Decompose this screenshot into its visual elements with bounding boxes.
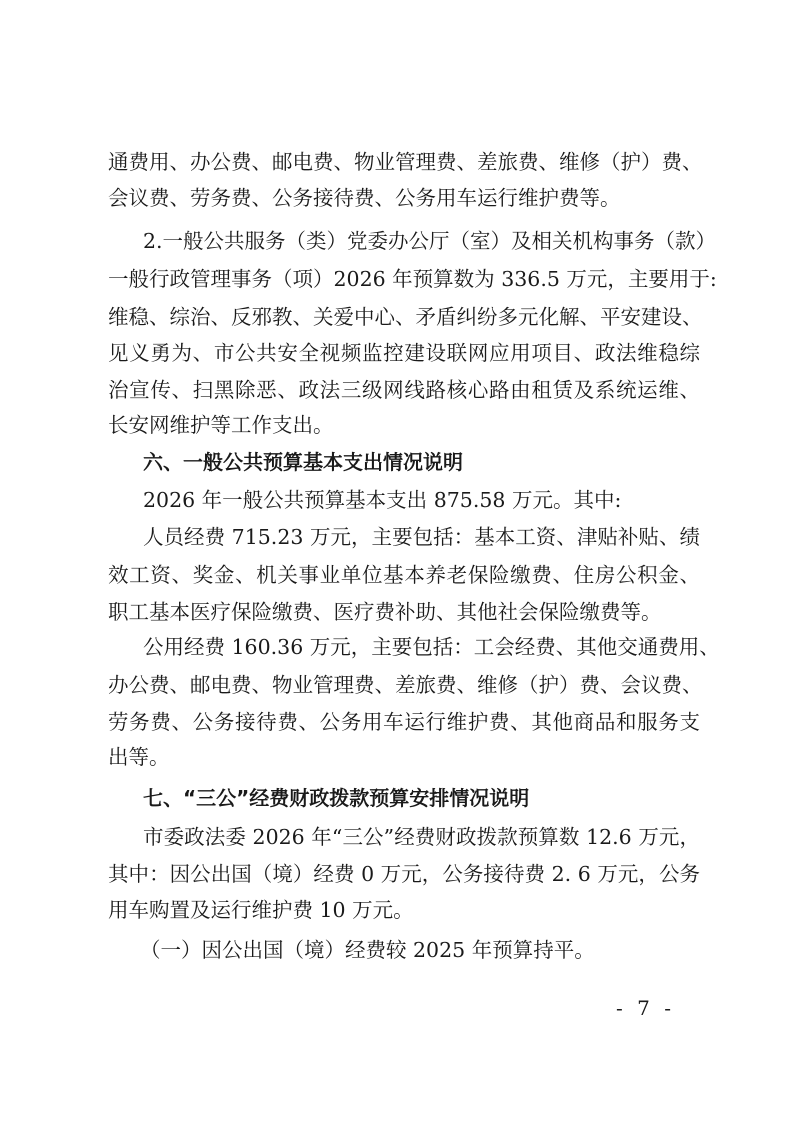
- paragraph-line: 会议费、劳务费、公务接待费、公务用车运行维护费等。: [108, 186, 621, 210]
- section-heading: 七、“三公”经费财政拨款预算安排情况说明: [143, 786, 530, 810]
- paragraph-line: 市委政法委 2026 年“三公”经费财政拨款预算数 12.6 万元，: [143, 825, 700, 849]
- page-number: - 7 -: [616, 996, 675, 1020]
- paragraph-line: 用车购置及运行维护费 10 万元。: [108, 898, 414, 922]
- paragraph-line: 出等。: [108, 745, 170, 769]
- paragraph-line: 其中：因公出国（境）经费 0 万元，公务接待费 2. 6 万元，公务: [108, 862, 700, 886]
- paragraph-line: 职工基本医疗保险缴费、医疗费补助、其他社会保险缴费等。: [108, 600, 662, 624]
- paragraph-line: 一般行政管理事务（项）2026 年预算数为 336.5 万元，主要用于:: [108, 267, 717, 291]
- paragraph-line: 2026 年一般公共预算基本支出 875.58 万元。其中:: [143, 488, 622, 512]
- section-heading: 六、一般公共预算基本支出情况说明: [143, 450, 463, 474]
- paragraph-line: （一）因公出国（境）经费较 2025 年预算持平。: [140, 938, 595, 962]
- paragraph-line: 办公费、邮电费、物业管理费、差旅费、维修（护）费、会议费、: [108, 673, 703, 697]
- paragraph-line: 劳务费、公务接待费、公务用车运行维护费、其他商品和服务支: [108, 710, 700, 734]
- paragraph-line: 见义勇为、市公共安全视频监控建设联网应用项目、政法维稳综: [108, 341, 700, 365]
- paragraph-line: 维稳、综治、反邪教、关爱中心、矛盾纠纷多元化解、平安建设、: [108, 305, 703, 329]
- paragraph-line: 人员经费 715.23 万元，主要包括：基本工资、津贴补贴、绩: [143, 525, 700, 549]
- paragraph-line: 治宣传、扫黑除恶、政法三级网线路核心路由租赁及系统运维、: [108, 378, 700, 402]
- paragraph-line: 效工资、奖金、机关事业单位基本养老保险缴费、住房公积金、: [108, 563, 700, 587]
- paragraph-line: 公用经费 160.36 万元，主要包括：工会经费、其他交通费用、: [143, 635, 720, 659]
- paragraph-line: 长安网维护等工作支出。: [108, 413, 334, 437]
- paragraph-line: 通费用、办公费、邮电费、物业管理费、差旅费、维修（护）费、: [108, 150, 703, 174]
- paragraph-line: 2.一般公共服务（类）党委办公厅（室）及相关机构事务（款）: [143, 229, 717, 253]
